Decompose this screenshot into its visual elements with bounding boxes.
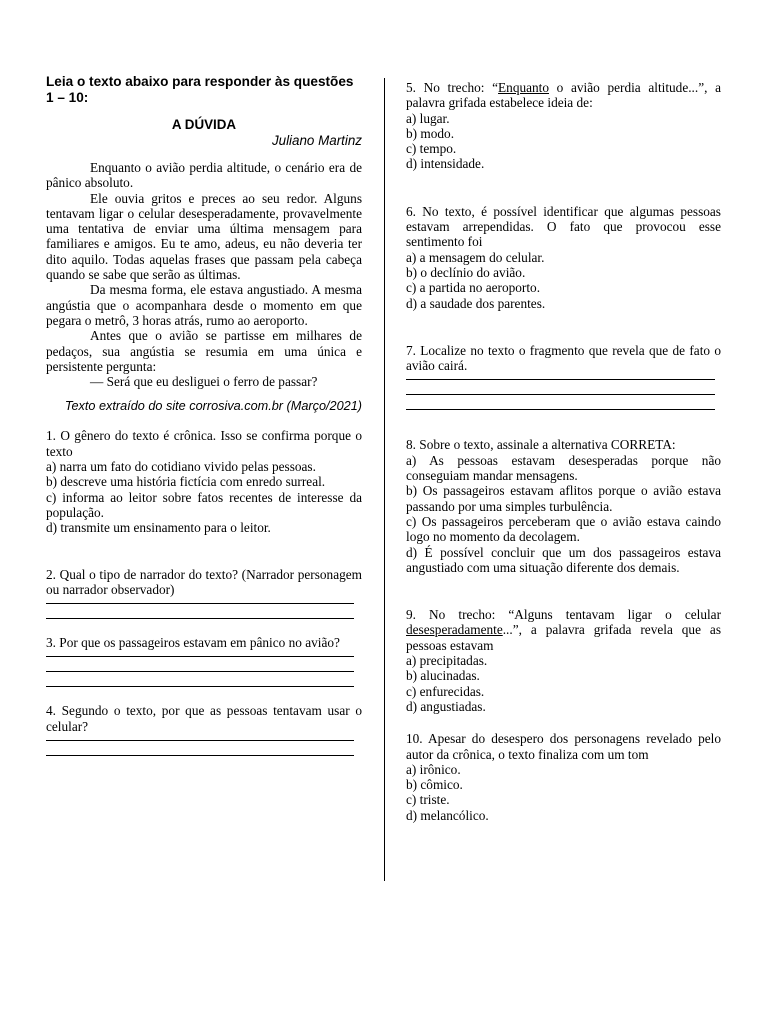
question-10 <box>406 731 721 823</box>
question-stem: 6. No texto, é possível identificar que algumas pessoas estavam arrependidas. O fato que provocou esse sentimento foi <box>406 203 721 250</box>
story-paragraph: Ele ouvia gritos e preces ao seu redor. Alguns tentavam ligar o celular desesperadamente, provavelmente uma tentativa de enviar uma última mensagem para familiares e amigos. Eu te amo, adeus, eu não deveria ter dito aquilo. Todas aquelas frases que passam pela cabeça quando se sabe que serão as últimas. <box>46 190 362 283</box>
story-author: Juliano Martinz <box>271 133 362 148</box>
story-title: A DÚVIDA <box>171 117 237 132</box>
question-option: c) Os passageiros perceberam que o avião estava caindo logo no momento da decolagem. <box>406 513 721 545</box>
question-7 <box>406 343 721 411</box>
question-option: a) narra um fato do cotidiano vivido pelas pessoas. <box>46 459 316 475</box>
question-stem: 2. Qual o tipo de narrador do texto? (Narrador personagem ou narrador observador) <box>46 566 362 597</box>
answer-line[interactable] <box>46 740 354 741</box>
answer-line[interactable] <box>46 603 354 604</box>
question-option: c) triste. <box>406 792 450 808</box>
question-option: a) irônico. <box>406 761 461 777</box>
question-option: c) informa ao leitor sobre fatos recentes de interesse da população. <box>46 489 362 520</box>
question-3 <box>46 635 362 687</box>
story-paragraph: — Será que eu desliguei o ferro de passar? <box>90 374 318 390</box>
highlighted-word: Enquanto <box>498 80 550 95</box>
answer-line[interactable] <box>46 618 354 619</box>
question-option: d) É possível concluir que um dos passageiros estava angustiado com uma situação diferente dos demais. <box>406 544 721 575</box>
question-option: a) precipitadas. <box>406 653 488 669</box>
question-option: a) a mensagem do celular. <box>406 249 545 265</box>
answer-line[interactable] <box>46 671 354 672</box>
column-divider <box>384 78 385 881</box>
highlighted-word: desesperadamente <box>406 622 503 638</box>
stem-prefix: 9. No trecho: “Alguns tentavam ligar o celular <box>406 607 721 623</box>
answer-line[interactable] <box>46 686 354 687</box>
question-option: b) modo. <box>406 125 455 141</box>
question-option: c) enfurecidas. <box>406 683 485 699</box>
question-option: d) angustiadas. <box>406 698 486 714</box>
answer-line[interactable] <box>46 755 354 756</box>
question-stem: 8. Sobre o texto, assinale a alternativa CORRETA: <box>406 437 676 453</box>
question-option: d) intensidade. <box>406 156 485 172</box>
question-stem: 1. O gênero do texto é crônica. Isso se confirma porque o texto <box>46 428 362 459</box>
story-paragraph: Enquanto o avião perdia altitude, o cenário era de pânico absoluto. <box>46 160 362 191</box>
question-stem: 10. Apesar do desespero dos personagens revelado pelo autor da crônica, o texto finaliza com um tom <box>406 731 721 762</box>
question-1 <box>46 428 362 535</box>
question-stem: 7. Localize no texto o fragmento que revela que de fato o avião cairá. <box>406 342 721 374</box>
question-option: d) melancólico. <box>406 807 489 823</box>
stem-suffix: ...”, a palavra grifada revela que as pessoas estavam <box>406 622 721 653</box>
question-6 <box>406 204 721 311</box>
question-option: b) cômico. <box>406 777 463 793</box>
question-option: b) o declínio do avião. <box>406 264 526 280</box>
question-option: a) As pessoas estavam desesperadas porque não conseguiam mandar mensagens. <box>406 452 721 484</box>
answer-line[interactable] <box>406 409 715 410</box>
story-paragraph: Da mesma forma, ele estava angustiado. A mesma angústia que o acompanhara desde o momento em que pegara o metrô, 3 horas atrás, rumo ao aeroporto. <box>46 282 362 328</box>
instructions-heading: Leia o texto abaixo para responder às questões 1 – 10: <box>46 74 354 105</box>
right-column <box>406 80 721 823</box>
question-9 <box>406 607 721 714</box>
stem-prefix: 5. No trecho: “ <box>406 80 499 95</box>
question-option: b) Os passageiros estavam aflitos porque o avião estava passando por uma simples turbulência. <box>406 483 721 514</box>
story-paragraph: Antes que o avião se partisse em milhares de pedaços, sua angústia se resumia em uma única e persistente pergunta: <box>46 328 362 374</box>
question-8 <box>406 437 721 575</box>
story-source: Texto extraído do site corrosiva.com.br (Março/2021) <box>64 399 362 414</box>
answer-line[interactable] <box>406 379 715 380</box>
question-option: b) alucinadas. <box>406 668 480 684</box>
question-stem <box>406 80 721 111</box>
question-option: d) transmite um ensinamento para o leitor. <box>46 520 271 536</box>
question-2 <box>46 567 362 620</box>
story-text <box>46 160 362 389</box>
question-option: d) a saudade dos parentes. <box>406 295 546 311</box>
question-stem: 4. Segundo o texto, por que as pessoas tentavam usar o celular? <box>46 703 362 734</box>
answer-line[interactable] <box>406 394 715 395</box>
question-option: c) a partida no aeroporto. <box>406 280 541 296</box>
question-5 <box>406 80 721 172</box>
question-option: a) lugar. <box>406 110 450 126</box>
question-stem <box>406 607 721 653</box>
left-column <box>46 74 362 756</box>
answer-line[interactable] <box>46 656 354 657</box>
question-stem: 3. Por que os passageiros estavam em pânico no avião? <box>46 635 340 651</box>
question-4 <box>46 703 362 756</box>
stem-suffix: o avião perdia altitude...”, a palavra grifada estabelece ideia de: <box>406 80 721 111</box>
question-option: b) descreve uma história fictícia com enredo surreal. <box>46 474 326 490</box>
question-option: c) tempo. <box>406 141 457 157</box>
